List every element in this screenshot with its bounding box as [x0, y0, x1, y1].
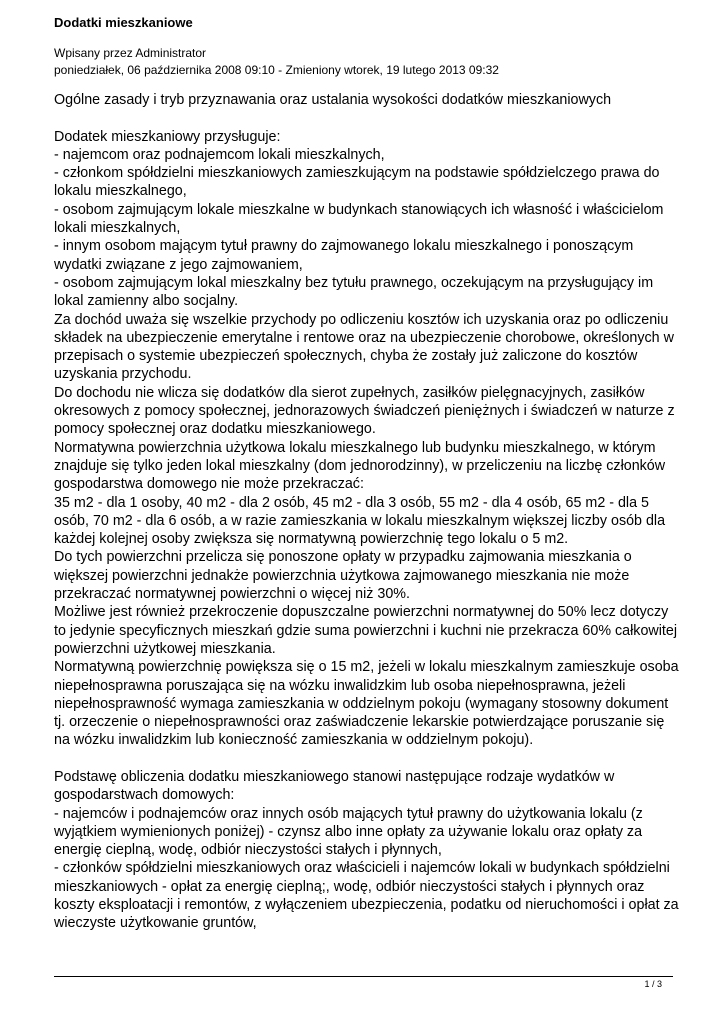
document-meta [54, 45, 499, 79]
paragraph: - osobom zajmującym lokal mieszkalny bez tytułu prawnego, oczekującym na przysługujący im lokal zamienny albo socjalny. [54, 274, 654, 310]
paragraph: - najemców i podnajemców oraz innych osób mających tytuł prawny do użytkowania lokalu (z wyjątkiem wymienionych poniżej) - czynsz albo inne opłaty za używanie lokalu oraz opłaty za energię cieplną, wodę, odbiór nieczystości stałych i płynnych, [54, 805, 643, 859]
body-heading: Ogólne zasady i tryb przyznawania oraz ustalania wysokości dodatków mieszkaniowych [54, 92, 612, 108]
paragraph: Możliwe jest również przekroczenie dopuszczalne powierzchni normatywnej do 50% lecz dotyczy to jedynie specyficznych mieszkań gdzie suma powierzchni i kuchni nie przekracza 60% całkowitej powierzchni użytkowej mieszkania. [54, 604, 677, 657]
paragraph: Za dochód uważa się wszelkie przychody po odliczeniu kosztów ich uzyskania oraz po odliczeniu składek na ubezpieczenie emerytalne i rentowe oraz na ubezpieczenie chorobowe, określonych w przepisach o systemie ubezpieczeń społecznych, chyba że zostały już zaliczone do kosztów uzyskania przychodu. [54, 311, 674, 383]
paragraph: - najemcom oraz podnajemcom lokali mieszkalnych, [54, 146, 385, 163]
paragraph: 35 m2 - dla 1 osoby, 40 m2 - dla 2 osób, 45 m2 - dla 3 osób, 55 m2 - dla 4 osób, 65 m2 - dla 5 osób, 70 m2 - dla 6 osób, a w razie zamieszkania w lokalu mieszkalnym większej liczby osób dla każdej kolejnej osoby zwiększa się normatywną powierzchnię tego lokalu o 5 m2. [54, 494, 666, 548]
document-body [54, 91, 679, 933]
document-title: Dodatki mieszkaniowe [54, 15, 193, 30]
paragraph: - innym osobom mającym tytuł prawny do zajmowanego lokalu mieszkalnego i ponoszącym wydatki związane z jego zajmowaniem, [54, 238, 634, 273]
paragraph: - osobom zajmującym lokale mieszkalne w budynkach stanowiących ich własność i właścicielom lokali mieszkalnych, [54, 201, 664, 237]
paragraph: Normatywna powierzchnia użytkowa lokalu mieszkalnego lub budynku mieszkalnego, w którym znajduje się tylko jeden lokal mieszkalny (dom jednorodzinny), w przeliczeniu na liczbę członków gospodarstwa domowego nie może przekraczać: [54, 439, 666, 493]
paragraph: Dodatek mieszkaniowy przysługuje: [54, 128, 281, 145]
paragraph: Do tych powierzchni przelicza się ponoszone opłaty w przypadku zajmowania mieszkania o większej powierzchni jednakże powierzchnia użytkowa zajmowanego mieszkania nie może przekraczać normatywnej powierzchni o więcej niż 30%. [54, 549, 632, 603]
date-line: poniedziałek, 06 października 2008 09:10 - Zmieniony wtorek, 19 lutego 2013 09:32 [54, 63, 499, 77]
paragraph: Podstawę obliczenia dodatku mieszkaniowego stanowi następujące rodzaje wydatków w gospodarstwach domowych: [54, 768, 615, 804]
footer-divider [54, 976, 673, 977]
paragraph: - członków spółdzielni mieszkaniowych oraz właścicieli i najemców lokali w budynkach spółdzielni mieszkaniowych - opłat za energię cieplną;, wodę, odbiór nieczystości stałych i płynnych oraz koszty eksploatacji i remontów, z wyłączeniem ubezpieczenia, podatku od nieruchomości i opłat za wieczyste użytkowanie gruntów, [54, 860, 679, 932]
paragraph: Do dochodu nie wlicza się dodatków dla sierot zupełnych, zasiłków pielęgnacyjnych, zasiłków okresowych z pomocy społecznej, jednorazowych świadczeń pieniężnych i świadczeń w naturze z pomocy społecznej oraz dodatku mieszkaniowego. [54, 384, 675, 438]
paragraph: Normatywną powierzchnię powiększa się o 15 m2, jeżeli w lokalu mieszkalnym zamieszkuje osoba niepełnosprawna poruszająca się na wózku inwalidzkim lub osoba niepełnosprawna, jeżeli niepełnosprawność wymaga zamieszkania w oddzielnym pokoju (wymagany stosowny dokument tj. orzeczenie o niepełnosprawności oraz zaświadczenie lekarskie potwierdzające poruszanie się na wózku inwalidzkim lub konieczność zamieszkania w oddzielnym pokoju). [54, 659, 679, 749]
paragraph: - członkom spółdzielni mieszkaniowych zamieszkującym na podstawie spółdzielczego prawa do lokalu mieszkalnego, [54, 165, 660, 200]
page-number: 1 / 3 [644, 979, 662, 989]
author-line: Wpisany przez Administrator [54, 46, 207, 60]
